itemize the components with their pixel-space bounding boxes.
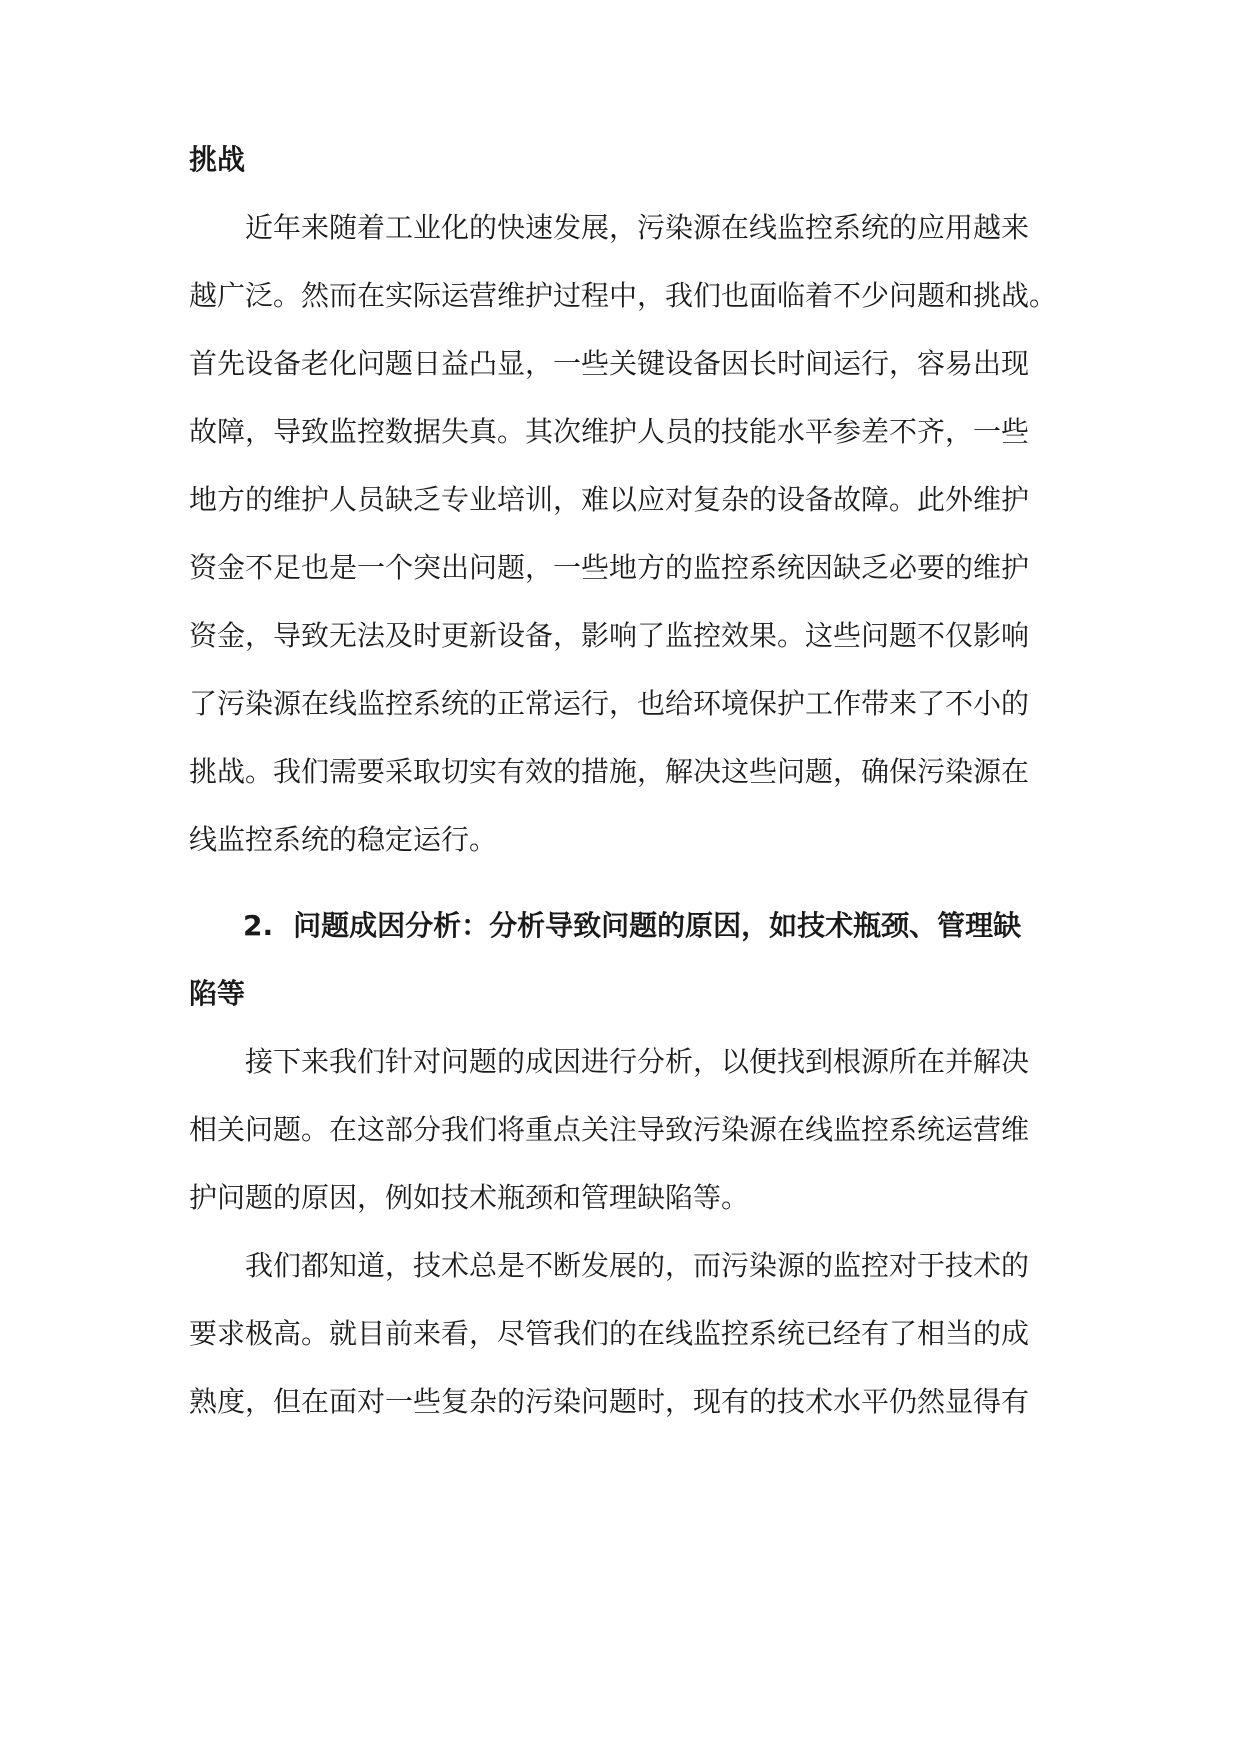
paragraph-line: 我们都知道，技术总是不断发展的，而污染源的监控对于技术的 [245,1249,1030,1282]
paragraph-line: 地方的维护人员缺乏专业培训，难以应对复杂的设备故障。此外维护 [189,483,1030,516]
section-2-title [243,906,1021,946]
section-2-title-line2: 陷等 [189,977,246,1010]
paragraph-line: 越广泛。然而在实际运营维护过程中，我们也面临着不少问题和挑战。 [189,279,1058,312]
paragraph-line: 了污染源在线监控系统的正常运行，也给环境保护工作带来了不小的 [189,687,1030,720]
paragraph-line: 接下来我们针对问题的成因进行分析，以便找到根源所在并解决 [245,1045,1030,1078]
paragraph-line: 首先设备老化问题日益凸显，一些关键设备因长时间运行，容易出现 [189,347,1030,380]
paragraph-line: 要求极高。就目前来看，尽管我们的在线监控系统已经有了相当的成 [189,1317,1030,1350]
paragraph-line: 资金，导致无法及时更新设备，影响了监控效果。这些问题不仅影响 [189,619,1030,652]
section-2-title-line1: 问题成因分析：分析导致问题的原因，如技术瓶颈、管理缺 [293,909,1022,942]
paragraph-line: 挑战。我们需要采取切实有效的措施，解决这些问题，确保污染源在 [189,755,1030,788]
section-2-number: 2. [243,909,274,942]
paragraph-line: 护问题的原因，例如技术瓶颈和管理缺陷等。 [189,1181,750,1214]
paragraph-line: 相关问题。在这部分我们将重点关注导致污染源在线监控系统运营维 [189,1113,1030,1146]
paragraph-line: 近年来随着工业化的快速发展，污染源在线监控系统的应用越来 [245,211,1030,244]
paragraph-line: 线监控系统的稳定运行。 [189,823,498,856]
section-heading-tail: 挑战 [189,143,246,176]
paragraph-line: 资金不足也是一个突出问题，一些地方的监控系统因缺乏必要的维护 [189,551,1030,584]
paragraph-line: 熟度，但在面对一些复杂的污染问题时，现有的技术水平仍然显得有 [189,1385,1030,1418]
paragraph-line: 故障，导致监控数据失真。其次维护人员的技能水平参差不齐，一些 [189,415,1030,448]
